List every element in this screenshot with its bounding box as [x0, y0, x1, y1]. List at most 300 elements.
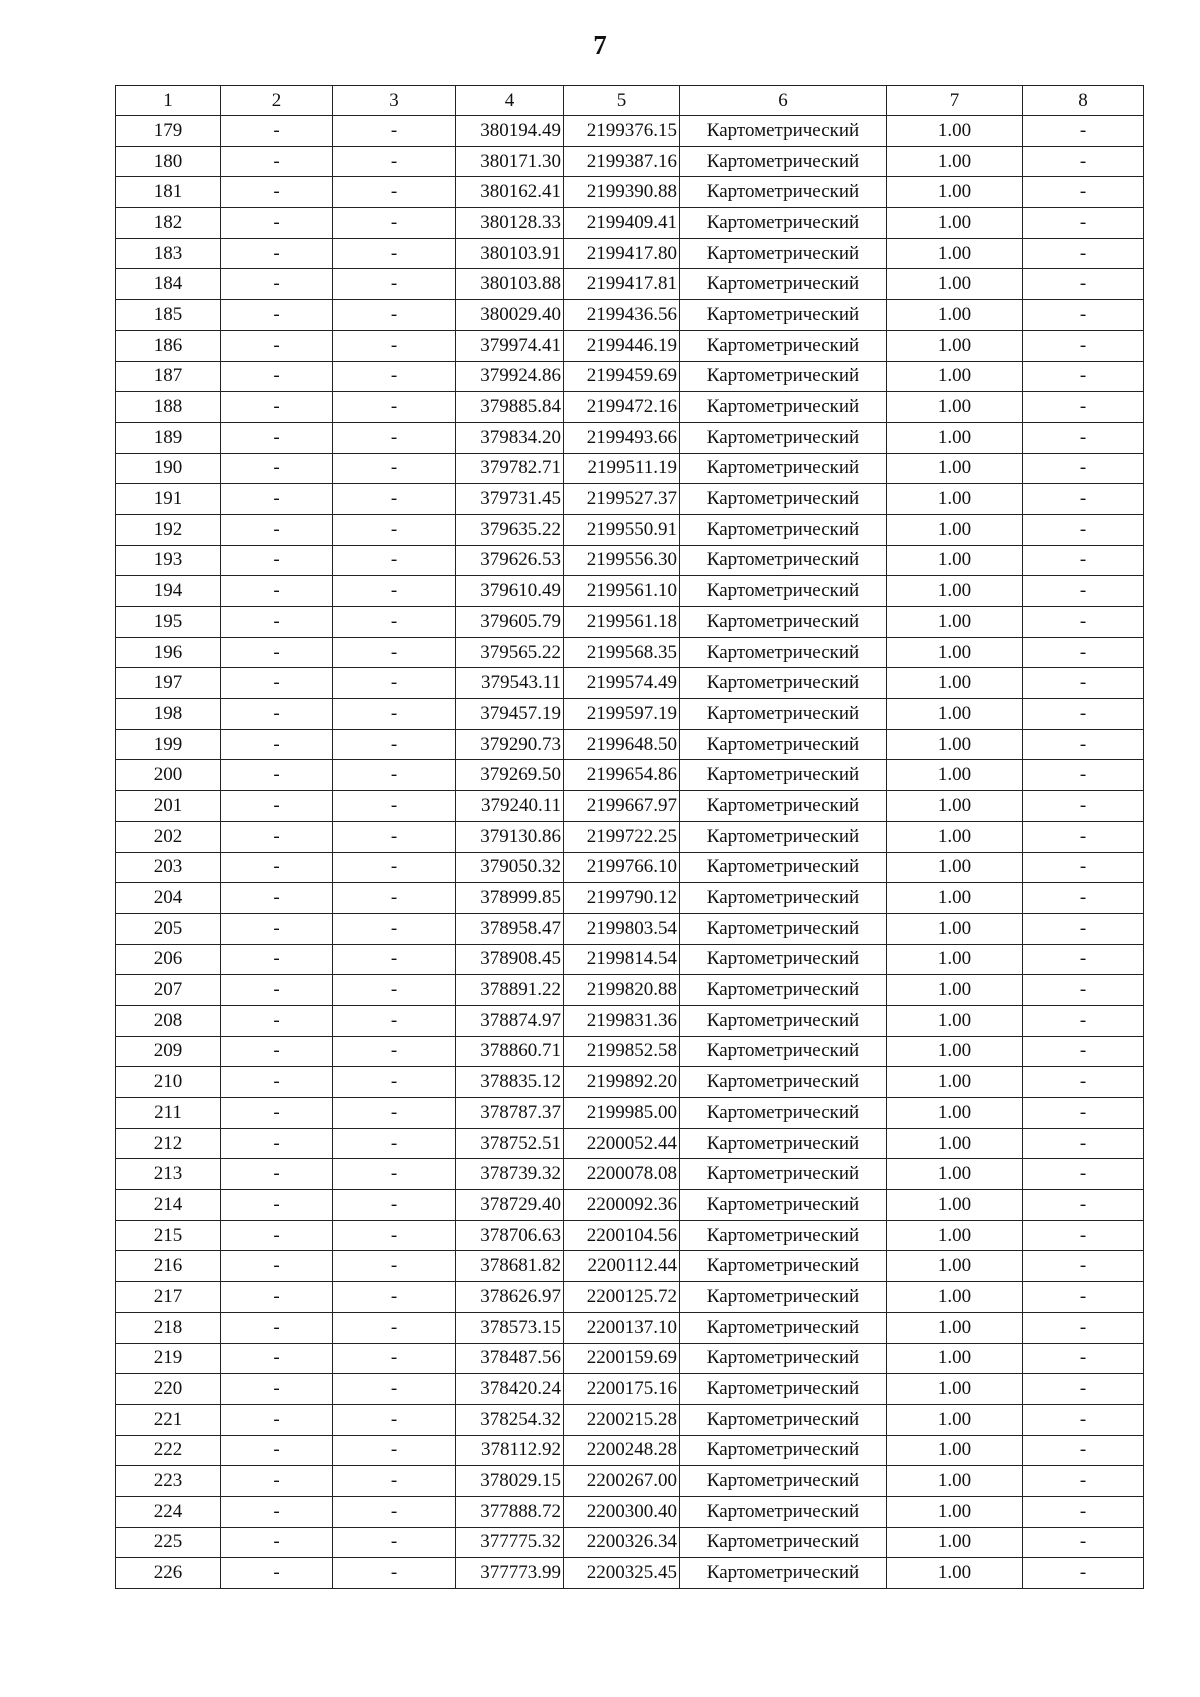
method-cell: Картометрический: [680, 791, 887, 822]
x-coordinate-cell: 379543.11: [456, 668, 564, 699]
x-coordinate-cell: 379269.50: [456, 760, 564, 791]
x-coordinate-cell: 378835.12: [456, 1067, 564, 1098]
method-cell: Картометрический: [680, 1343, 887, 1374]
table-row: [116, 422, 1144, 453]
col3-value-cell: -: [333, 729, 456, 760]
x-coordinate-cell: 379782.71: [456, 453, 564, 484]
method-cell: Картометрический: [680, 760, 887, 791]
x-coordinate-cell: 378681.82: [456, 1251, 564, 1282]
col2-value-cell: -: [221, 821, 333, 852]
accuracy-cell: 1.00: [887, 1190, 1023, 1221]
col8-value-cell: -: [1023, 177, 1144, 208]
col8-value-cell: -: [1023, 1159, 1144, 1190]
accuracy-cell: 1.00: [887, 791, 1023, 822]
y-coordinate-cell: 2199446.19: [564, 330, 680, 361]
table-row: [116, 484, 1144, 515]
accuracy-cell: 1.00: [887, 913, 1023, 944]
table-row: [116, 453, 1144, 484]
method-cell: Картометрический: [680, 238, 887, 269]
table-row: [116, 330, 1144, 361]
column-header-1: 1: [116, 86, 221, 116]
col2-value-cell: -: [221, 116, 333, 147]
col3-value-cell: -: [333, 760, 456, 791]
method-cell: Картометрический: [680, 1496, 887, 1527]
col8-value-cell: -: [1023, 146, 1144, 177]
accuracy-cell: 1.00: [887, 1251, 1023, 1282]
accuracy-cell: 1.00: [887, 576, 1023, 607]
col3-value-cell: -: [333, 699, 456, 730]
col8-value-cell: -: [1023, 637, 1144, 668]
x-coordinate-cell: 377888.72: [456, 1496, 564, 1527]
accuracy-cell: 1.00: [887, 545, 1023, 576]
x-coordinate-cell: 379605.79: [456, 607, 564, 638]
point-number-cell: 197: [116, 668, 221, 699]
col2-value-cell: -: [221, 146, 333, 177]
point-number-cell: 213: [116, 1159, 221, 1190]
accuracy-cell: 1.00: [887, 883, 1023, 914]
table-row: [116, 1374, 1144, 1405]
method-cell: Картометрический: [680, 484, 887, 515]
col8-value-cell: -: [1023, 1251, 1144, 1282]
y-coordinate-cell: 2199417.81: [564, 269, 680, 300]
col2-value-cell: -: [221, 514, 333, 545]
accuracy-cell: 1.00: [887, 146, 1023, 177]
x-coordinate-cell: 379635.22: [456, 514, 564, 545]
point-number-cell: 216: [116, 1251, 221, 1282]
table-row: [116, 1128, 1144, 1159]
accuracy-cell: 1.00: [887, 453, 1023, 484]
col8-value-cell: -: [1023, 668, 1144, 699]
col2-value-cell: -: [221, 607, 333, 638]
x-coordinate-cell: 380103.91: [456, 238, 564, 269]
col8-value-cell: -: [1023, 208, 1144, 239]
col2-value-cell: -: [221, 1527, 333, 1558]
point-number-cell: 218: [116, 1312, 221, 1343]
accuracy-cell: 1.00: [887, 1036, 1023, 1067]
col3-value-cell: -: [333, 913, 456, 944]
accuracy-cell: 1.00: [887, 116, 1023, 147]
column-header-3: 3: [333, 86, 456, 116]
col2-value-cell: -: [221, 1282, 333, 1313]
accuracy-cell: 1.00: [887, 1374, 1023, 1405]
accuracy-cell: 1.00: [887, 422, 1023, 453]
point-number-cell: 208: [116, 1005, 221, 1036]
point-number-cell: 223: [116, 1466, 221, 1497]
y-coordinate-cell: 2199667.97: [564, 791, 680, 822]
table-row: [116, 1282, 1144, 1313]
col8-value-cell: -: [1023, 1558, 1144, 1589]
table-row: [116, 852, 1144, 883]
accuracy-cell: 1.00: [887, 699, 1023, 730]
table-row: [116, 1098, 1144, 1129]
table-row: [116, 576, 1144, 607]
method-cell: Картометрический: [680, 453, 887, 484]
method-cell: Картометрический: [680, 514, 887, 545]
y-coordinate-cell: 2199597.19: [564, 699, 680, 730]
col3-value-cell: -: [333, 116, 456, 147]
y-coordinate-cell: 2199722.25: [564, 821, 680, 852]
col3-value-cell: -: [333, 944, 456, 975]
point-number-cell: 222: [116, 1435, 221, 1466]
table-row: [116, 545, 1144, 576]
accuracy-cell: 1.00: [887, 361, 1023, 392]
point-number-cell: 215: [116, 1220, 221, 1251]
point-number-cell: 205: [116, 913, 221, 944]
y-coordinate-cell: 2200300.40: [564, 1496, 680, 1527]
col2-value-cell: -: [221, 699, 333, 730]
col2-value-cell: -: [221, 1558, 333, 1589]
table-row: [116, 1251, 1144, 1282]
table-row: [116, 238, 1144, 269]
method-cell: Картометрический: [680, 208, 887, 239]
accuracy-cell: 1.00: [887, 1435, 1023, 1466]
col3-value-cell: -: [333, 545, 456, 576]
y-coordinate-cell: 2199561.10: [564, 576, 680, 607]
method-cell: Картометрический: [680, 1404, 887, 1435]
col2-value-cell: -: [221, 975, 333, 1006]
point-number-cell: 211: [116, 1098, 221, 1129]
point-number-cell: 220: [116, 1374, 221, 1405]
point-number-cell: 202: [116, 821, 221, 852]
method-cell: Картометрический: [680, 637, 887, 668]
point-number-cell: 191: [116, 484, 221, 515]
col2-value-cell: -: [221, 1005, 333, 1036]
col8-value-cell: -: [1023, 269, 1144, 300]
col8-value-cell: -: [1023, 1312, 1144, 1343]
method-cell: Картометрический: [680, 269, 887, 300]
point-number-cell: 187: [116, 361, 221, 392]
x-coordinate-cell: 378573.15: [456, 1312, 564, 1343]
col2-value-cell: -: [221, 208, 333, 239]
table-row: [116, 514, 1144, 545]
col8-value-cell: -: [1023, 607, 1144, 638]
col2-value-cell: -: [221, 1036, 333, 1067]
accuracy-cell: 1.00: [887, 1404, 1023, 1435]
table-row: [116, 177, 1144, 208]
col8-value-cell: -: [1023, 1404, 1144, 1435]
method-cell: Картометрический: [680, 1527, 887, 1558]
col2-value-cell: -: [221, 453, 333, 484]
col3-value-cell: -: [333, 975, 456, 1006]
table-row: [116, 361, 1144, 392]
y-coordinate-cell: 2200267.00: [564, 1466, 680, 1497]
method-cell: Картометрический: [680, 883, 887, 914]
col3-value-cell: -: [333, 269, 456, 300]
method-cell: Картометрический: [680, 422, 887, 453]
col8-value-cell: -: [1023, 791, 1144, 822]
x-coordinate-cell: 379130.86: [456, 821, 564, 852]
x-coordinate-cell: 378860.71: [456, 1036, 564, 1067]
col2-value-cell: -: [221, 484, 333, 515]
y-coordinate-cell: 2199574.49: [564, 668, 680, 699]
x-coordinate-cell: 378112.92: [456, 1435, 564, 1466]
method-cell: Картометрический: [680, 392, 887, 423]
col2-value-cell: -: [221, 545, 333, 576]
y-coordinate-cell: 2199417.80: [564, 238, 680, 269]
x-coordinate-cell: 379565.22: [456, 637, 564, 668]
y-coordinate-cell: 2199436.56: [564, 300, 680, 331]
accuracy-cell: 1.00: [887, 1128, 1023, 1159]
x-coordinate-cell: 379240.11: [456, 791, 564, 822]
table-row: [116, 821, 1144, 852]
table-body: [116, 116, 1144, 1589]
x-coordinate-cell: 378029.15: [456, 1466, 564, 1497]
accuracy-cell: 1.00: [887, 208, 1023, 239]
y-coordinate-cell: 2199892.20: [564, 1067, 680, 1098]
table-row: [116, 760, 1144, 791]
col3-value-cell: -: [333, 1343, 456, 1374]
point-number-cell: 192: [116, 514, 221, 545]
col3-value-cell: -: [333, 330, 456, 361]
point-number-cell: 183: [116, 238, 221, 269]
col3-value-cell: -: [333, 514, 456, 545]
x-coordinate-cell: 378706.63: [456, 1220, 564, 1251]
point-number-cell: 194: [116, 576, 221, 607]
point-number-cell: 198: [116, 699, 221, 730]
table-row: [116, 392, 1144, 423]
col8-value-cell: -: [1023, 1190, 1144, 1221]
col8-value-cell: -: [1023, 576, 1144, 607]
point-number-cell: 201: [116, 791, 221, 822]
y-coordinate-cell: 2200125.72: [564, 1282, 680, 1313]
coordinates-table: [115, 85, 1144, 1589]
y-coordinate-cell: 2200137.10: [564, 1312, 680, 1343]
method-cell: Картометрический: [680, 1312, 887, 1343]
col8-value-cell: -: [1023, 913, 1144, 944]
method-cell: Картометрический: [680, 1220, 887, 1251]
y-coordinate-cell: 2199527.37: [564, 484, 680, 515]
col8-value-cell: -: [1023, 300, 1144, 331]
column-header-5: 5: [564, 86, 680, 116]
point-number-cell: 225: [116, 1527, 221, 1558]
x-coordinate-cell: 379885.84: [456, 392, 564, 423]
y-coordinate-cell: 2199550.91: [564, 514, 680, 545]
x-coordinate-cell: 378874.97: [456, 1005, 564, 1036]
col3-value-cell: -: [333, 1404, 456, 1435]
table-row: [116, 1404, 1144, 1435]
col3-value-cell: -: [333, 1435, 456, 1466]
col3-value-cell: -: [333, 1527, 456, 1558]
accuracy-cell: 1.00: [887, 1067, 1023, 1098]
y-coordinate-cell: 2200326.34: [564, 1527, 680, 1558]
col8-value-cell: -: [1023, 1128, 1144, 1159]
method-cell: Картометрический: [680, 668, 887, 699]
column-header-8: 8: [1023, 86, 1144, 116]
col3-value-cell: -: [333, 453, 456, 484]
col8-value-cell: -: [1023, 330, 1144, 361]
method-cell: Картометрический: [680, 944, 887, 975]
accuracy-cell: 1.00: [887, 944, 1023, 975]
y-coordinate-cell: 2199790.12: [564, 883, 680, 914]
x-coordinate-cell: 380128.33: [456, 208, 564, 239]
col8-value-cell: -: [1023, 116, 1144, 147]
method-cell: Картометрический: [680, 330, 887, 361]
method-cell: Картометрический: [680, 975, 887, 1006]
accuracy-cell: 1.00: [887, 760, 1023, 791]
method-cell: Картометрический: [680, 821, 887, 852]
col8-value-cell: -: [1023, 1466, 1144, 1497]
method-cell: Картометрический: [680, 300, 887, 331]
col2-value-cell: -: [221, 1466, 333, 1497]
method-cell: Картометрический: [680, 1036, 887, 1067]
method-cell: Картометрический: [680, 545, 887, 576]
table-row: [116, 300, 1144, 331]
col2-value-cell: -: [221, 177, 333, 208]
y-coordinate-cell: 2200052.44: [564, 1128, 680, 1159]
method-cell: Картометрический: [680, 1067, 887, 1098]
accuracy-cell: 1.00: [887, 1312, 1023, 1343]
point-number-cell: 184: [116, 269, 221, 300]
col2-value-cell: -: [221, 1128, 333, 1159]
accuracy-cell: 1.00: [887, 1496, 1023, 1527]
point-number-cell: 180: [116, 146, 221, 177]
method-cell: Картометрический: [680, 607, 887, 638]
point-number-cell: 195: [116, 607, 221, 638]
col2-value-cell: -: [221, 637, 333, 668]
point-number-cell: 221: [116, 1404, 221, 1435]
x-coordinate-cell: 377773.99: [456, 1558, 564, 1589]
col2-value-cell: -: [221, 1404, 333, 1435]
col3-value-cell: -: [333, 607, 456, 638]
point-number-cell: 181: [116, 177, 221, 208]
table-row: [116, 1343, 1144, 1374]
table-row: [116, 208, 1144, 239]
col2-value-cell: -: [221, 300, 333, 331]
x-coordinate-cell: 378729.40: [456, 1190, 564, 1221]
col2-value-cell: -: [221, 1496, 333, 1527]
col3-value-cell: -: [333, 1220, 456, 1251]
accuracy-cell: 1.00: [887, 668, 1023, 699]
col8-value-cell: -: [1023, 760, 1144, 791]
col3-value-cell: -: [333, 1067, 456, 1098]
x-coordinate-cell: 378999.85: [456, 883, 564, 914]
method-cell: Картометрический: [680, 913, 887, 944]
y-coordinate-cell: 2199814.54: [564, 944, 680, 975]
point-number-cell: 179: [116, 116, 221, 147]
x-coordinate-cell: 378891.22: [456, 975, 564, 1006]
col2-value-cell: -: [221, 668, 333, 699]
y-coordinate-cell: 2200078.08: [564, 1159, 680, 1190]
point-number-cell: 186: [116, 330, 221, 361]
col8-value-cell: -: [1023, 1343, 1144, 1374]
col3-value-cell: -: [333, 1282, 456, 1313]
y-coordinate-cell: 2199493.66: [564, 422, 680, 453]
accuracy-cell: 1.00: [887, 1005, 1023, 1036]
y-coordinate-cell: 2199820.88: [564, 975, 680, 1006]
col2-value-cell: -: [221, 729, 333, 760]
col3-value-cell: -: [333, 821, 456, 852]
accuracy-cell: 1.00: [887, 852, 1023, 883]
accuracy-cell: 1.00: [887, 637, 1023, 668]
table-row: [116, 1220, 1144, 1251]
method-cell: Картометрический: [680, 1128, 887, 1159]
point-number-cell: 204: [116, 883, 221, 914]
accuracy-cell: 1.00: [887, 1527, 1023, 1558]
y-coordinate-cell: 2200325.45: [564, 1558, 680, 1589]
accuracy-cell: 1.00: [887, 300, 1023, 331]
method-cell: Картометрический: [680, 1466, 887, 1497]
col2-value-cell: -: [221, 1312, 333, 1343]
y-coordinate-cell: 2199472.16: [564, 392, 680, 423]
col3-value-cell: -: [333, 1005, 456, 1036]
col3-value-cell: -: [333, 300, 456, 331]
x-coordinate-cell: 378487.56: [456, 1343, 564, 1374]
method-cell: Картометрический: [680, 1374, 887, 1405]
col8-value-cell: -: [1023, 699, 1144, 730]
col2-value-cell: -: [221, 913, 333, 944]
y-coordinate-cell: 2200104.56: [564, 1220, 680, 1251]
col3-value-cell: -: [333, 1036, 456, 1067]
column-header-6: 6: [680, 86, 887, 116]
column-header-7: 7: [887, 86, 1023, 116]
col2-value-cell: -: [221, 1435, 333, 1466]
point-number-cell: 203: [116, 852, 221, 883]
col2-value-cell: -: [221, 1098, 333, 1129]
method-cell: Картометрический: [680, 1005, 887, 1036]
col8-value-cell: -: [1023, 484, 1144, 515]
point-number-cell: 217: [116, 1282, 221, 1313]
x-coordinate-cell: 379610.49: [456, 576, 564, 607]
accuracy-cell: 1.00: [887, 238, 1023, 269]
x-coordinate-cell: 379974.41: [456, 330, 564, 361]
method-cell: Картометрический: [680, 1098, 887, 1129]
method-cell: Картометрический: [680, 852, 887, 883]
col3-value-cell: -: [333, 238, 456, 269]
col8-value-cell: -: [1023, 883, 1144, 914]
table-row: [116, 1159, 1144, 1190]
y-coordinate-cell: 2199831.36: [564, 1005, 680, 1036]
col3-value-cell: -: [333, 791, 456, 822]
table-row: [116, 637, 1144, 668]
x-coordinate-cell: 378626.97: [456, 1282, 564, 1313]
method-cell: Картометрический: [680, 576, 887, 607]
col3-value-cell: -: [333, 668, 456, 699]
y-coordinate-cell: 2199985.00: [564, 1098, 680, 1129]
point-number-cell: 196: [116, 637, 221, 668]
y-coordinate-cell: 2199766.10: [564, 852, 680, 883]
accuracy-cell: 1.00: [887, 514, 1023, 545]
method-cell: Картометрический: [680, 361, 887, 392]
y-coordinate-cell: 2199459.69: [564, 361, 680, 392]
point-number-cell: 190: [116, 453, 221, 484]
accuracy-cell: 1.00: [887, 330, 1023, 361]
point-number-cell: 209: [116, 1036, 221, 1067]
x-coordinate-cell: 378739.32: [456, 1159, 564, 1190]
point-number-cell: 206: [116, 944, 221, 975]
table-row: [116, 1466, 1144, 1497]
table-row: [116, 146, 1144, 177]
col3-value-cell: -: [333, 576, 456, 607]
x-coordinate-cell: 378908.45: [456, 944, 564, 975]
col2-value-cell: -: [221, 576, 333, 607]
col8-value-cell: -: [1023, 1282, 1144, 1313]
col8-value-cell: -: [1023, 514, 1144, 545]
col3-value-cell: -: [333, 1558, 456, 1589]
point-number-cell: 224: [116, 1496, 221, 1527]
y-coordinate-cell: 2199852.58: [564, 1036, 680, 1067]
col2-value-cell: -: [221, 422, 333, 453]
table-row: [116, 607, 1144, 638]
col2-value-cell: -: [221, 1251, 333, 1282]
method-cell: Картометрический: [680, 1282, 887, 1313]
col3-value-cell: -: [333, 1251, 456, 1282]
col8-value-cell: -: [1023, 1220, 1144, 1251]
col8-value-cell: -: [1023, 944, 1144, 975]
accuracy-cell: 1.00: [887, 1282, 1023, 1313]
point-number-cell: 207: [116, 975, 221, 1006]
method-cell: Картометрический: [680, 1435, 887, 1466]
accuracy-cell: 1.00: [887, 392, 1023, 423]
